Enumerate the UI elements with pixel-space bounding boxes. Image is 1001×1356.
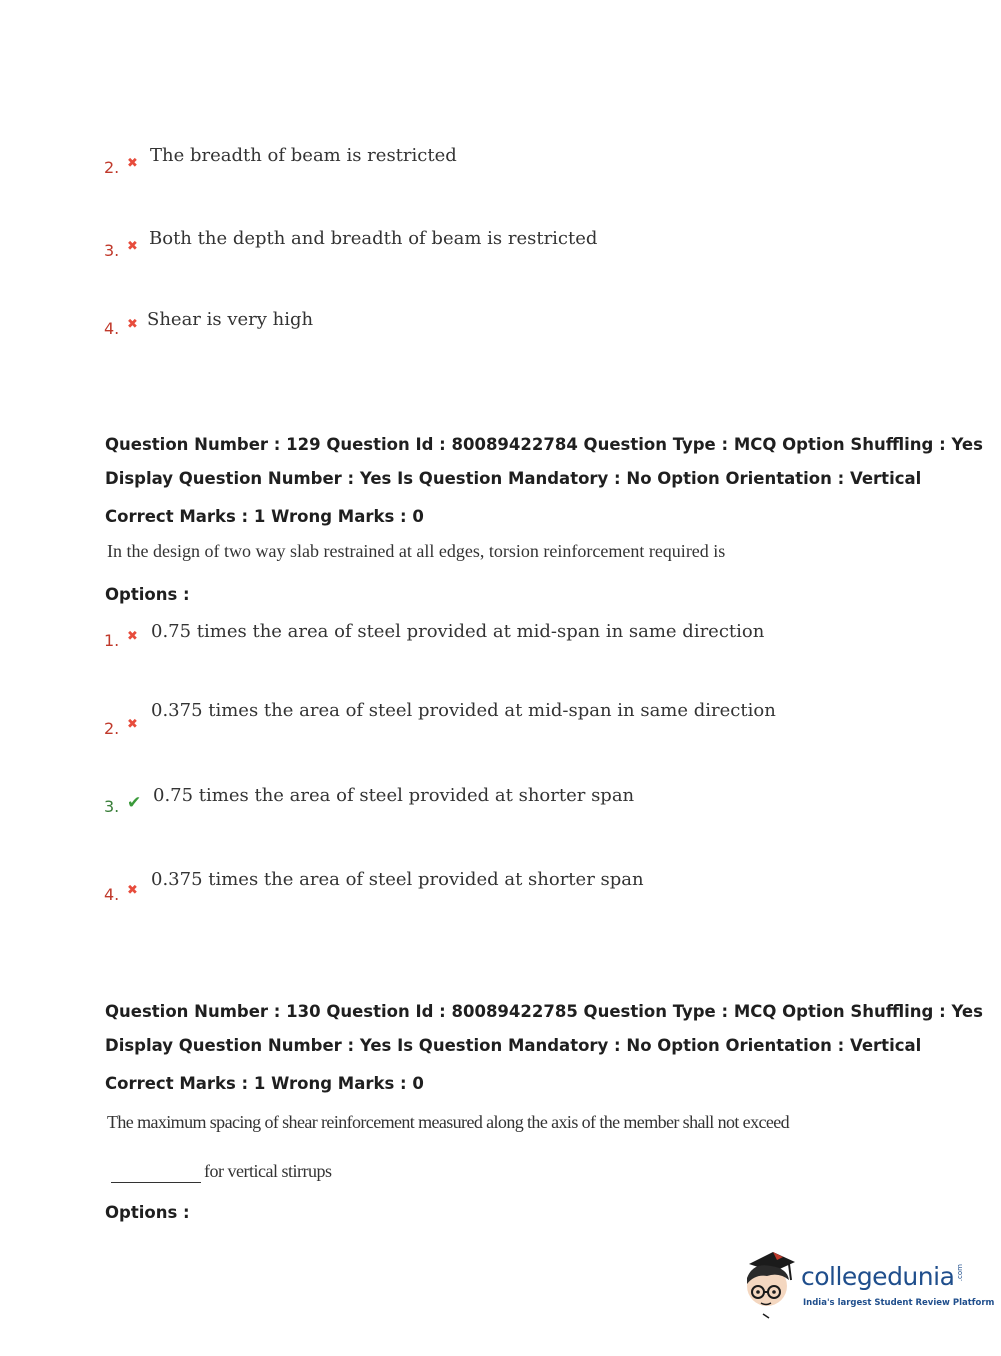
option-text: 0.75 times the area of steel provided at mid-span in same direction [151,621,765,642]
question-meta-line: Question Number : 130 Question Id : 80089422785 Question Type : MCQ Option Shuffling : Yes [105,1002,983,1021]
cross-icon: ✖ [127,883,138,898]
brand-suffix: .com [956,1264,964,1282]
option-text: 0.75 times the area of steel provided at shorter span [153,785,635,806]
marks-line: Correct Marks : 1 Wrong Marks : 0 [105,1074,424,1093]
cross-icon: ✖ [127,239,138,254]
option-text: 0.375 times the area of steel provided at shorter span [151,869,644,890]
mascot-icon [743,1250,801,1320]
question-meta-line: Display Question Number : Yes Is Question Mandatory : No Option Orientation : Vertical [105,1036,922,1055]
option-text: Shear is very high [147,309,314,330]
question-text-continued: for vertical stirrups [204,1161,332,1181]
brand-tagline: India's largest Student Review Platform [803,1298,995,1308]
option-number: 4. [104,319,120,338]
option-number: 3. [104,241,120,260]
fill-blank-line [111,1182,201,1183]
options-label: Options : [105,585,190,604]
question-text: The maximum spacing of shear reinforcement measured along the axis of the member shall not exceed [107,1112,790,1132]
cross-icon: ✖ [127,629,138,644]
check-icon: ✔ [127,793,142,813]
option-number: 2. [104,158,120,177]
cross-icon: ✖ [127,156,138,171]
cross-icon: ✖ [127,317,138,332]
option-number: 2. [104,719,120,738]
option-number: 4. [104,885,120,904]
option-text: 0.375 times the area of steel provided at mid-span in same direction [151,700,776,721]
collegedunia-logo [743,1250,995,1320]
question-meta-line: Display Question Number : Yes Is Question Mandatory : No Option Orientation : Vertical [105,469,922,488]
cross-icon: ✖ [127,717,138,732]
brand-name: collegedunia [801,1262,955,1291]
option-text: The breadth of beam is restricted [150,145,457,166]
option-text: Both the depth and breadth of beam is restricted [149,228,598,249]
question-text: In the design of two way slab restrained at all edges, torsion reinforcement required is [107,541,726,561]
options-label: Options : [105,1203,190,1222]
marks-line: Correct Marks : 1 Wrong Marks : 0 [105,507,424,526]
option-number: 1. [104,631,120,650]
option-number: 3. [104,797,120,816]
question-meta-line: Question Number : 129 Question Id : 80089422784 Question Type : MCQ Option Shuffling : Yes [105,435,983,454]
